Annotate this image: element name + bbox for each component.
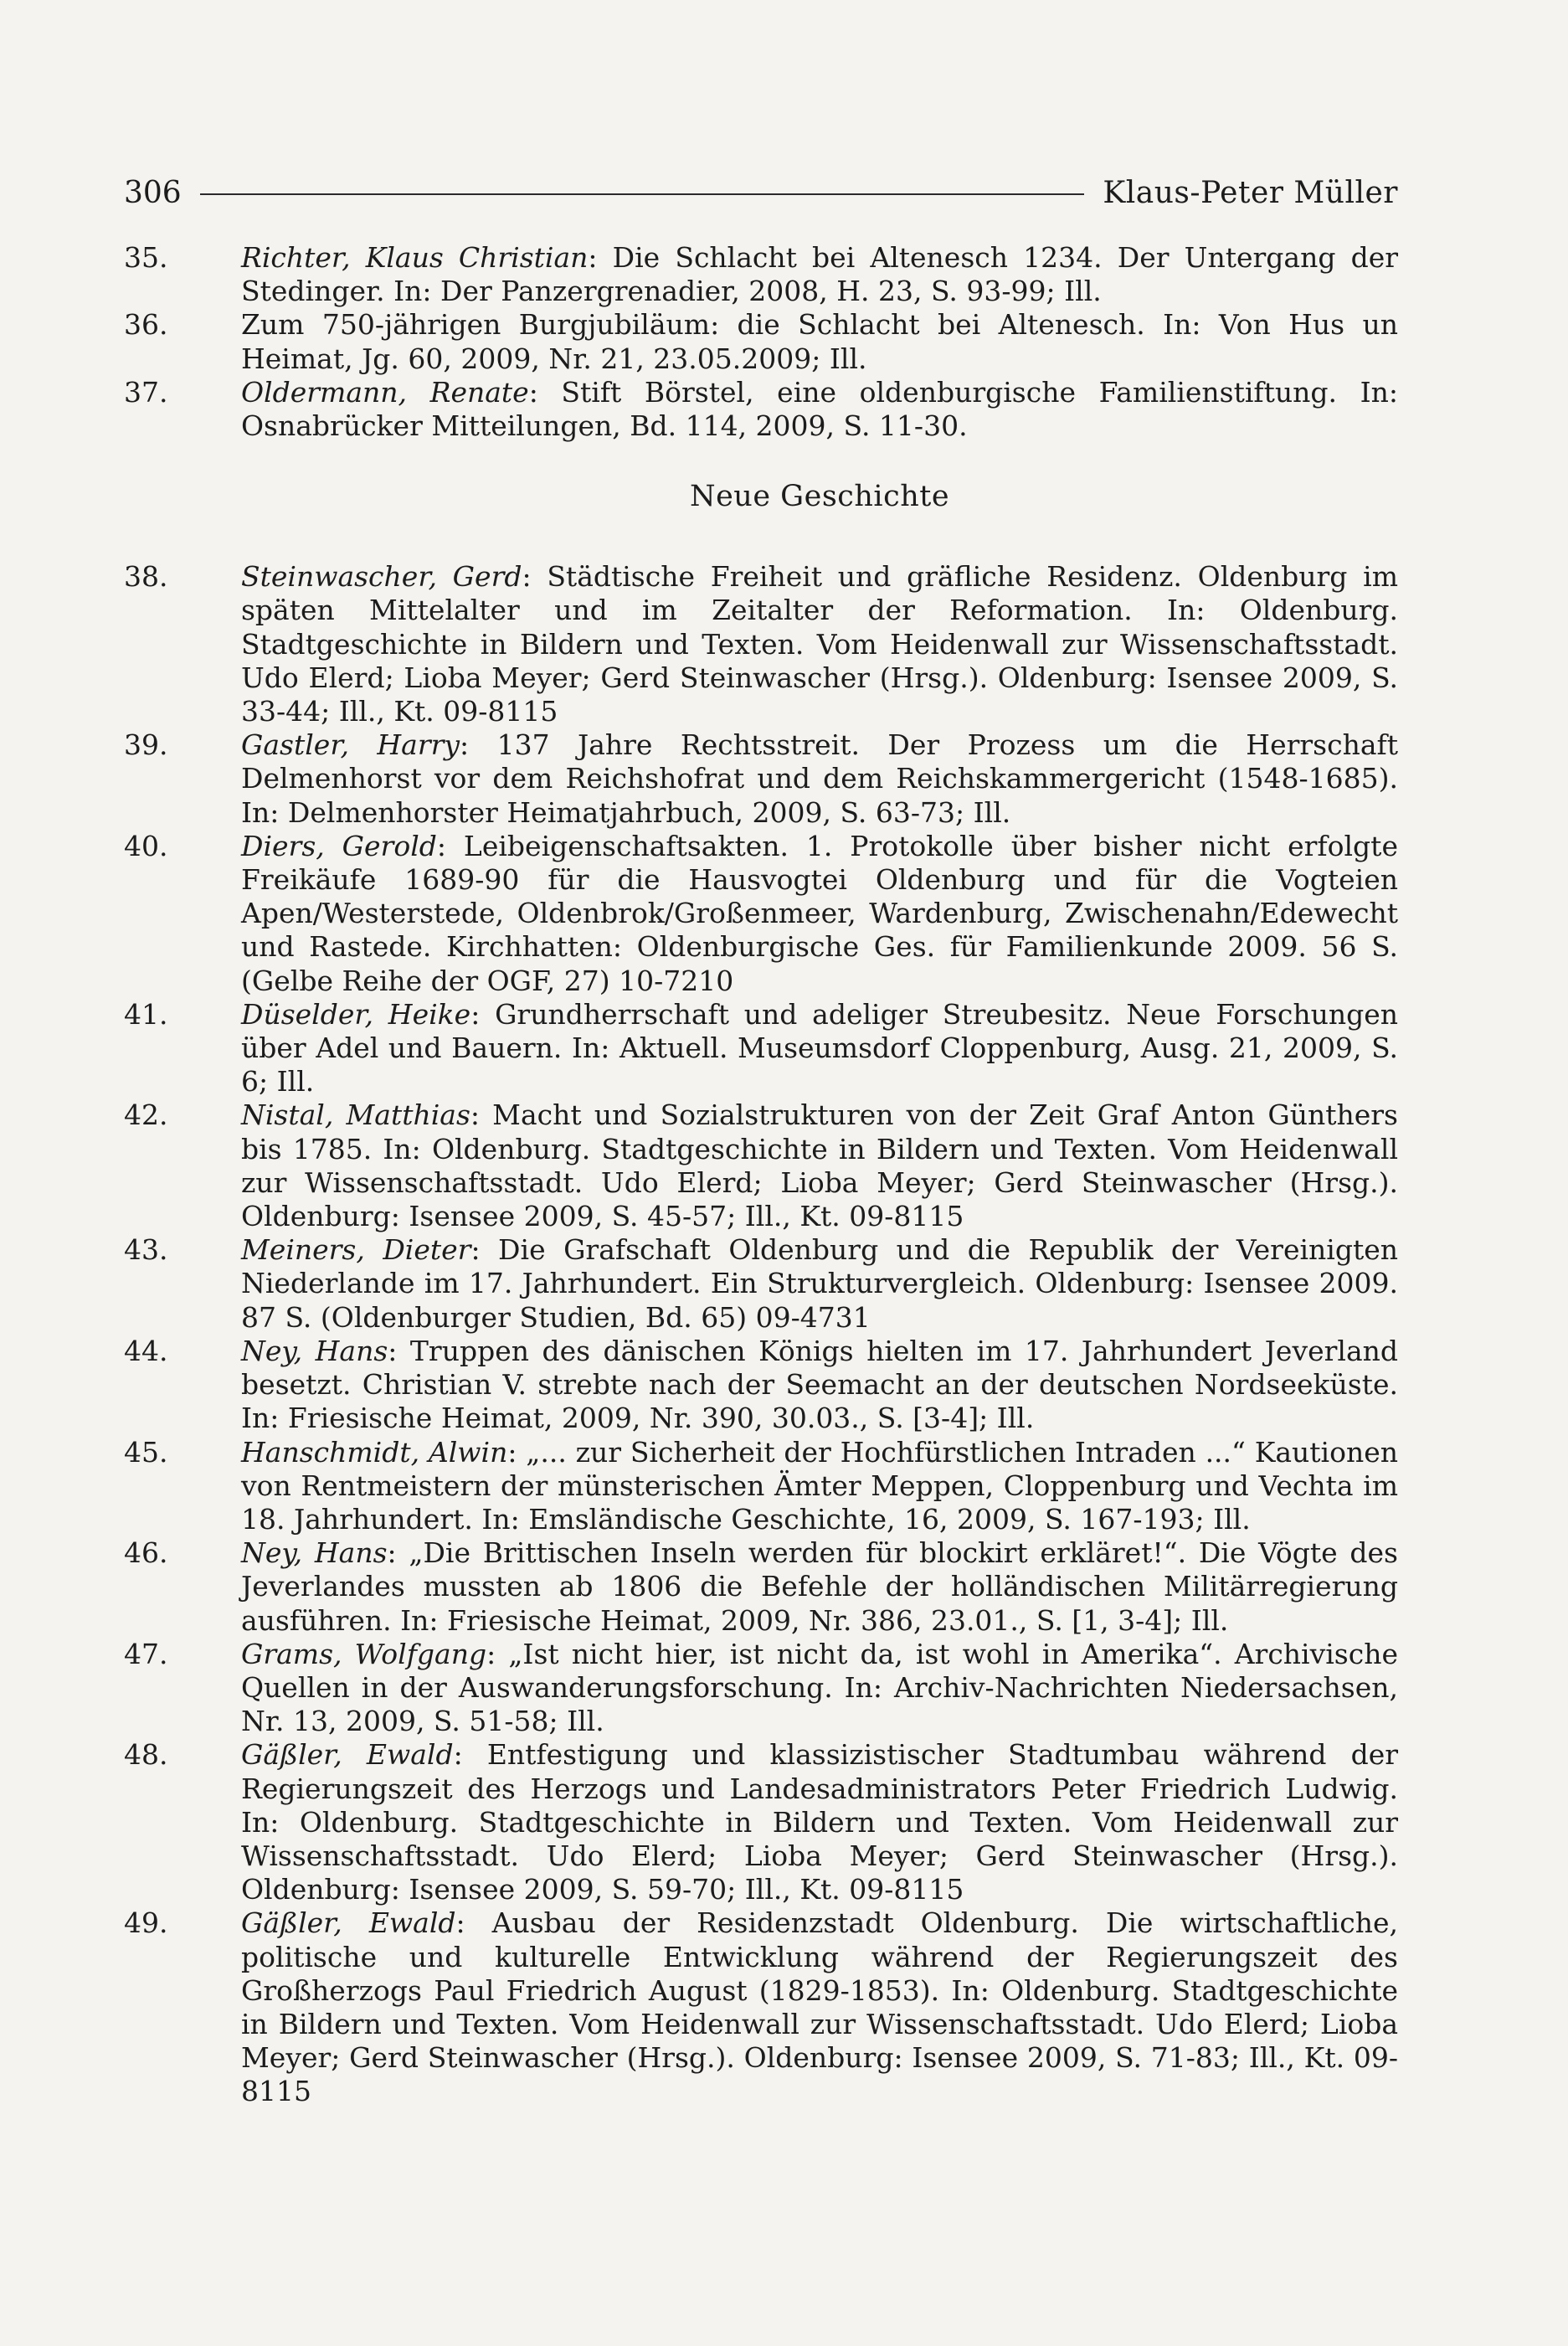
entry-text: [241, 1335, 1398, 1436]
entry-author: Nistal, Matthias: [241, 1098, 470, 1132]
entry-author: Hanschmidt, Alwin: [241, 1435, 508, 1469]
entry-body: : Die Grafschaft Oldenburg und die Republik der Vereinigten Niederlande im 17. Jahrhundert. Ein Strukturvergleich. Oldenburg: Isensee 2009. 87 S. (Oldenburger Studien, Bd. 65) 09-4731: [241, 1233, 1399, 1334]
entry-body: Zum 750-jährigen Burgjubiläum: die Schlacht bei Altenesch. In: Von Hus un Heimat, Jg. 60, 2009, Nr. 21, 23.05.2009; Ill.: [241, 308, 1398, 375]
entry-author: Düselder, Heike: [241, 997, 471, 1031]
entry-number: 36.: [124, 308, 168, 342]
entry-body: : Macht und Sozialstrukturen von der Zeit Graf Anton Günthers bis 1785. In: Oldenburg. Stadtgeschichte in Bildern und Texten. Vom Heidenwall zur Wissenschaftsstadt. Udo Elerd; Lioba Meyer; Gerd Steinwascher (Hrsg.). Oldenburg: Isensee 2009, S. 45-57; Ill., Kt. 09-8115: [241, 1098, 1398, 1233]
entry-text: [241, 728, 1398, 830]
bibliography-entry: [124, 728, 1398, 830]
entry-body: : „Ist nicht hier, ist nicht da, ist wohl in Amerika“. Archivische Quellen in der Auswanderungsforschung. In: Archiv-Nachrichten Niedersachsen, Nr. 13, 2009, S. 51-58; Ill.: [241, 1637, 1398, 1738]
entry-body: : Leibeigenschaftsakten. 1. Protokolle über bisher nicht erfolgte Freikäufe 1689-90 für die Hausvogtei Oldenburg und für die Vogteien Apen/Westerstede, Oldenbrok/Großenmeer, Wardenburg, Zwischenahn/Edewecht und Rastede. Kirchhatten: Oldenburgische Ges. für Familienkunde 2009. 56 S. (Gelbe Reihe der OGF, 27) 10-7210: [241, 829, 1398, 997]
bibliography-entry: [124, 1638, 1398, 1739]
bibliography-entry: [124, 560, 1398, 728]
running-header: [124, 167, 1398, 218]
bibliography-entry: [124, 241, 1398, 308]
bibliography-entry: [124, 1436, 1398, 1537]
header-rule: [200, 193, 1085, 195]
entry-text: [241, 1638, 1398, 1739]
entry-body: : Ausbau der Residenzstadt Oldenburg. Die wirtschaftliche, politische und kulturelle Entwicklung während der Regierungszeit des Großherzogs Paul Friedrich August (1829-1853). In: Oldenburg. Stadtgeschichte in Bildern und Texten. Vom Heidenwall zur Wissenschaftsstadt. Udo Elerd; Lioba Meyer; Gerd Steinwascher (Hrsg.). Oldenburg: Isensee 2009, S. 71-83; Ill., Kt. 09-8115: [241, 1906, 1398, 2108]
entry-author: Meiners, Dieter: [241, 1233, 471, 1267]
bibliography-entry: [124, 998, 1398, 1099]
entry-body: : Stift Börstel, eine oldenburgische Familienstiftung. In: Osnabrücker Mitteilungen, Bd. 114, 2009, S. 11-30.: [241, 375, 1398, 443]
entry-number: 40.: [124, 829, 168, 862]
page-number: 306: [124, 175, 182, 210]
entry-text: [241, 830, 1398, 998]
entry-number: 39.: [124, 728, 168, 762]
entry-number: 42.: [124, 1098, 168, 1132]
entry-text: [241, 1536, 1398, 1638]
entry-number: 47.: [124, 1637, 168, 1670]
entry-text: [241, 1906, 1398, 2108]
bibliography-entry: [124, 376, 1398, 443]
entry-text: [241, 1098, 1398, 1233]
entry-text: [241, 241, 1398, 308]
entry-number: 45.: [124, 1435, 168, 1469]
bibliography-entry: [124, 1098, 1398, 1233]
entry-text: [241, 998, 1398, 1099]
bibliography: [124, 241, 1398, 2109]
entry-author: Gastler, Harry: [241, 728, 460, 762]
entry-list-before: [124, 241, 1398, 443]
entry-text: [241, 1436, 1398, 1537]
entry-text: [241, 1233, 1398, 1335]
entry-number: 46.: [124, 1536, 168, 1570]
bibliography-entry: [124, 308, 1398, 375]
entry-body: : Die Schlacht bei Altenesch 1234. Der Untergang der Stedinger. In: Der Panzergrenadier, 2008, H. 23, S. 93-99; Ill.: [241, 241, 1398, 308]
entry-number: 37.: [124, 375, 168, 409]
entry-author: Ney, Hans: [241, 1334, 388, 1367]
entry-author: Richter, Klaus Christian: [241, 241, 589, 274]
entry-number: 49.: [124, 1906, 168, 1940]
bibliography-entry: [124, 1906, 1398, 2108]
entry-author: Gäßler, Ewald: [241, 1906, 456, 1940]
entry-body: : Städtische Freiheit und gräfliche Residenz. Oldenburg im späten Mittelalter und im Zeitalter der Reformation. In: Oldenburg. Stadtgeschichte in Bildern und Texten. Vom Heidenwall zur Wissenschaftsstadt. Udo Elerd; Lioba Meyer; Gerd Steinwascher (Hrsg.). Oldenburg: Isensee 2009, S. 33-44; Ill., Kt. 09-8115: [241, 560, 1399, 728]
entry-body: : Grundherrschaft und adeliger Streubesitz. Neue Forschungen über Adel und Bauern. In: Aktuell. Museumsdorf Cloppenburg, Ausg. 21, 2009, S. 6; Ill.: [241, 997, 1399, 1098]
entry-author: Gäßler, Ewald: [241, 1738, 454, 1772]
entry-number: 48.: [124, 1738, 168, 1772]
entry-author: Steinwascher, Gerd: [241, 560, 522, 594]
entry-number: 41.: [124, 997, 168, 1031]
entry-author: Oldermann, Renate: [241, 375, 529, 409]
entry-body: : Entfestigung und klassizistischer Stadtumbau während der Regierungszeit des Herzogs und Landesadministrators Peter Friedrich Ludwig. In: Oldenburg. Stadtgeschichte in Bildern und Texten. Vom Heidenwall zur Wissenschaftsstadt. Udo Elerd; Lioba Meyer; Gerd Steinwascher (Hrsg.). Oldenburg: Isensee 2009, S. 59-70; Ill., Kt. 09-8115: [241, 1738, 1399, 1906]
entry-author: Grams, Wolfgang: [241, 1637, 487, 1670]
entry-text: [241, 1738, 1398, 1906]
entry-number: 44.: [124, 1334, 168, 1367]
entry-body: : 137 Jahre Rechtsstreit. Der Prozess um die Herrschaft Delmenhorst vor dem Reichshofrat und dem Reichskammergericht (1548-1685). In: Delmenhorster Heimatjahrbuch, 2009, S. 63-73; Ill.: [241, 728, 1398, 829]
section-heading: Neue Geschichte: [689, 480, 950, 514]
bibliography-entry: [124, 1233, 1398, 1335]
entry-text: [241, 308, 1398, 375]
bibliography-entry: [124, 830, 1398, 998]
bibliography-entry: [124, 1738, 1398, 1906]
entry-author: Diers, Gerold: [241, 829, 437, 862]
entry-body: : „Die Brittischen Inseln werden für blockirt erkläret!“. Die Vögte des Jeverlandes mussten ab 1806 die Befehle der holländischen Militärregierung ausführen. In: Friesische Heimat, 2009, Nr. 386, 23.01., S. [1, 3-4]; Ill.: [241, 1536, 1398, 1637]
entry-number: 38.: [124, 560, 168, 594]
entry-body: : Truppen des dänischen Königs hielten im 17. Jahrhundert Jeverland besetzt. Christian V. strebte nach der Seemacht an der deutschen Nordseeküste. In: Friesische Heimat, 2009, Nr. 390, 30.03., S. [3-4]; Ill.: [241, 1334, 1398, 1435]
entry-author: Ney, Hans: [241, 1536, 388, 1570]
bibliography-entry: [124, 1536, 1398, 1638]
bibliography-entry: [124, 1335, 1398, 1436]
entry-number: 43.: [124, 1233, 168, 1267]
entry-number: 35.: [124, 241, 168, 274]
header-author: Klaus-Peter Müller: [1103, 175, 1398, 210]
entry-text: [241, 560, 1398, 728]
entry-list-after: [124, 560, 1398, 2108]
entry-body: : „... zur Sicherheit der Hochfürstlichen Intraden ...“ Kautionen von Rentmeistern der münsterischen Ämter Meppen, Cloppenburg und Vechta im 18. Jahrhundert. In: Emsländische Geschichte, 16, 2009, S. 167-193; Ill.: [241, 1435, 1398, 1536]
entry-text: [241, 376, 1398, 443]
